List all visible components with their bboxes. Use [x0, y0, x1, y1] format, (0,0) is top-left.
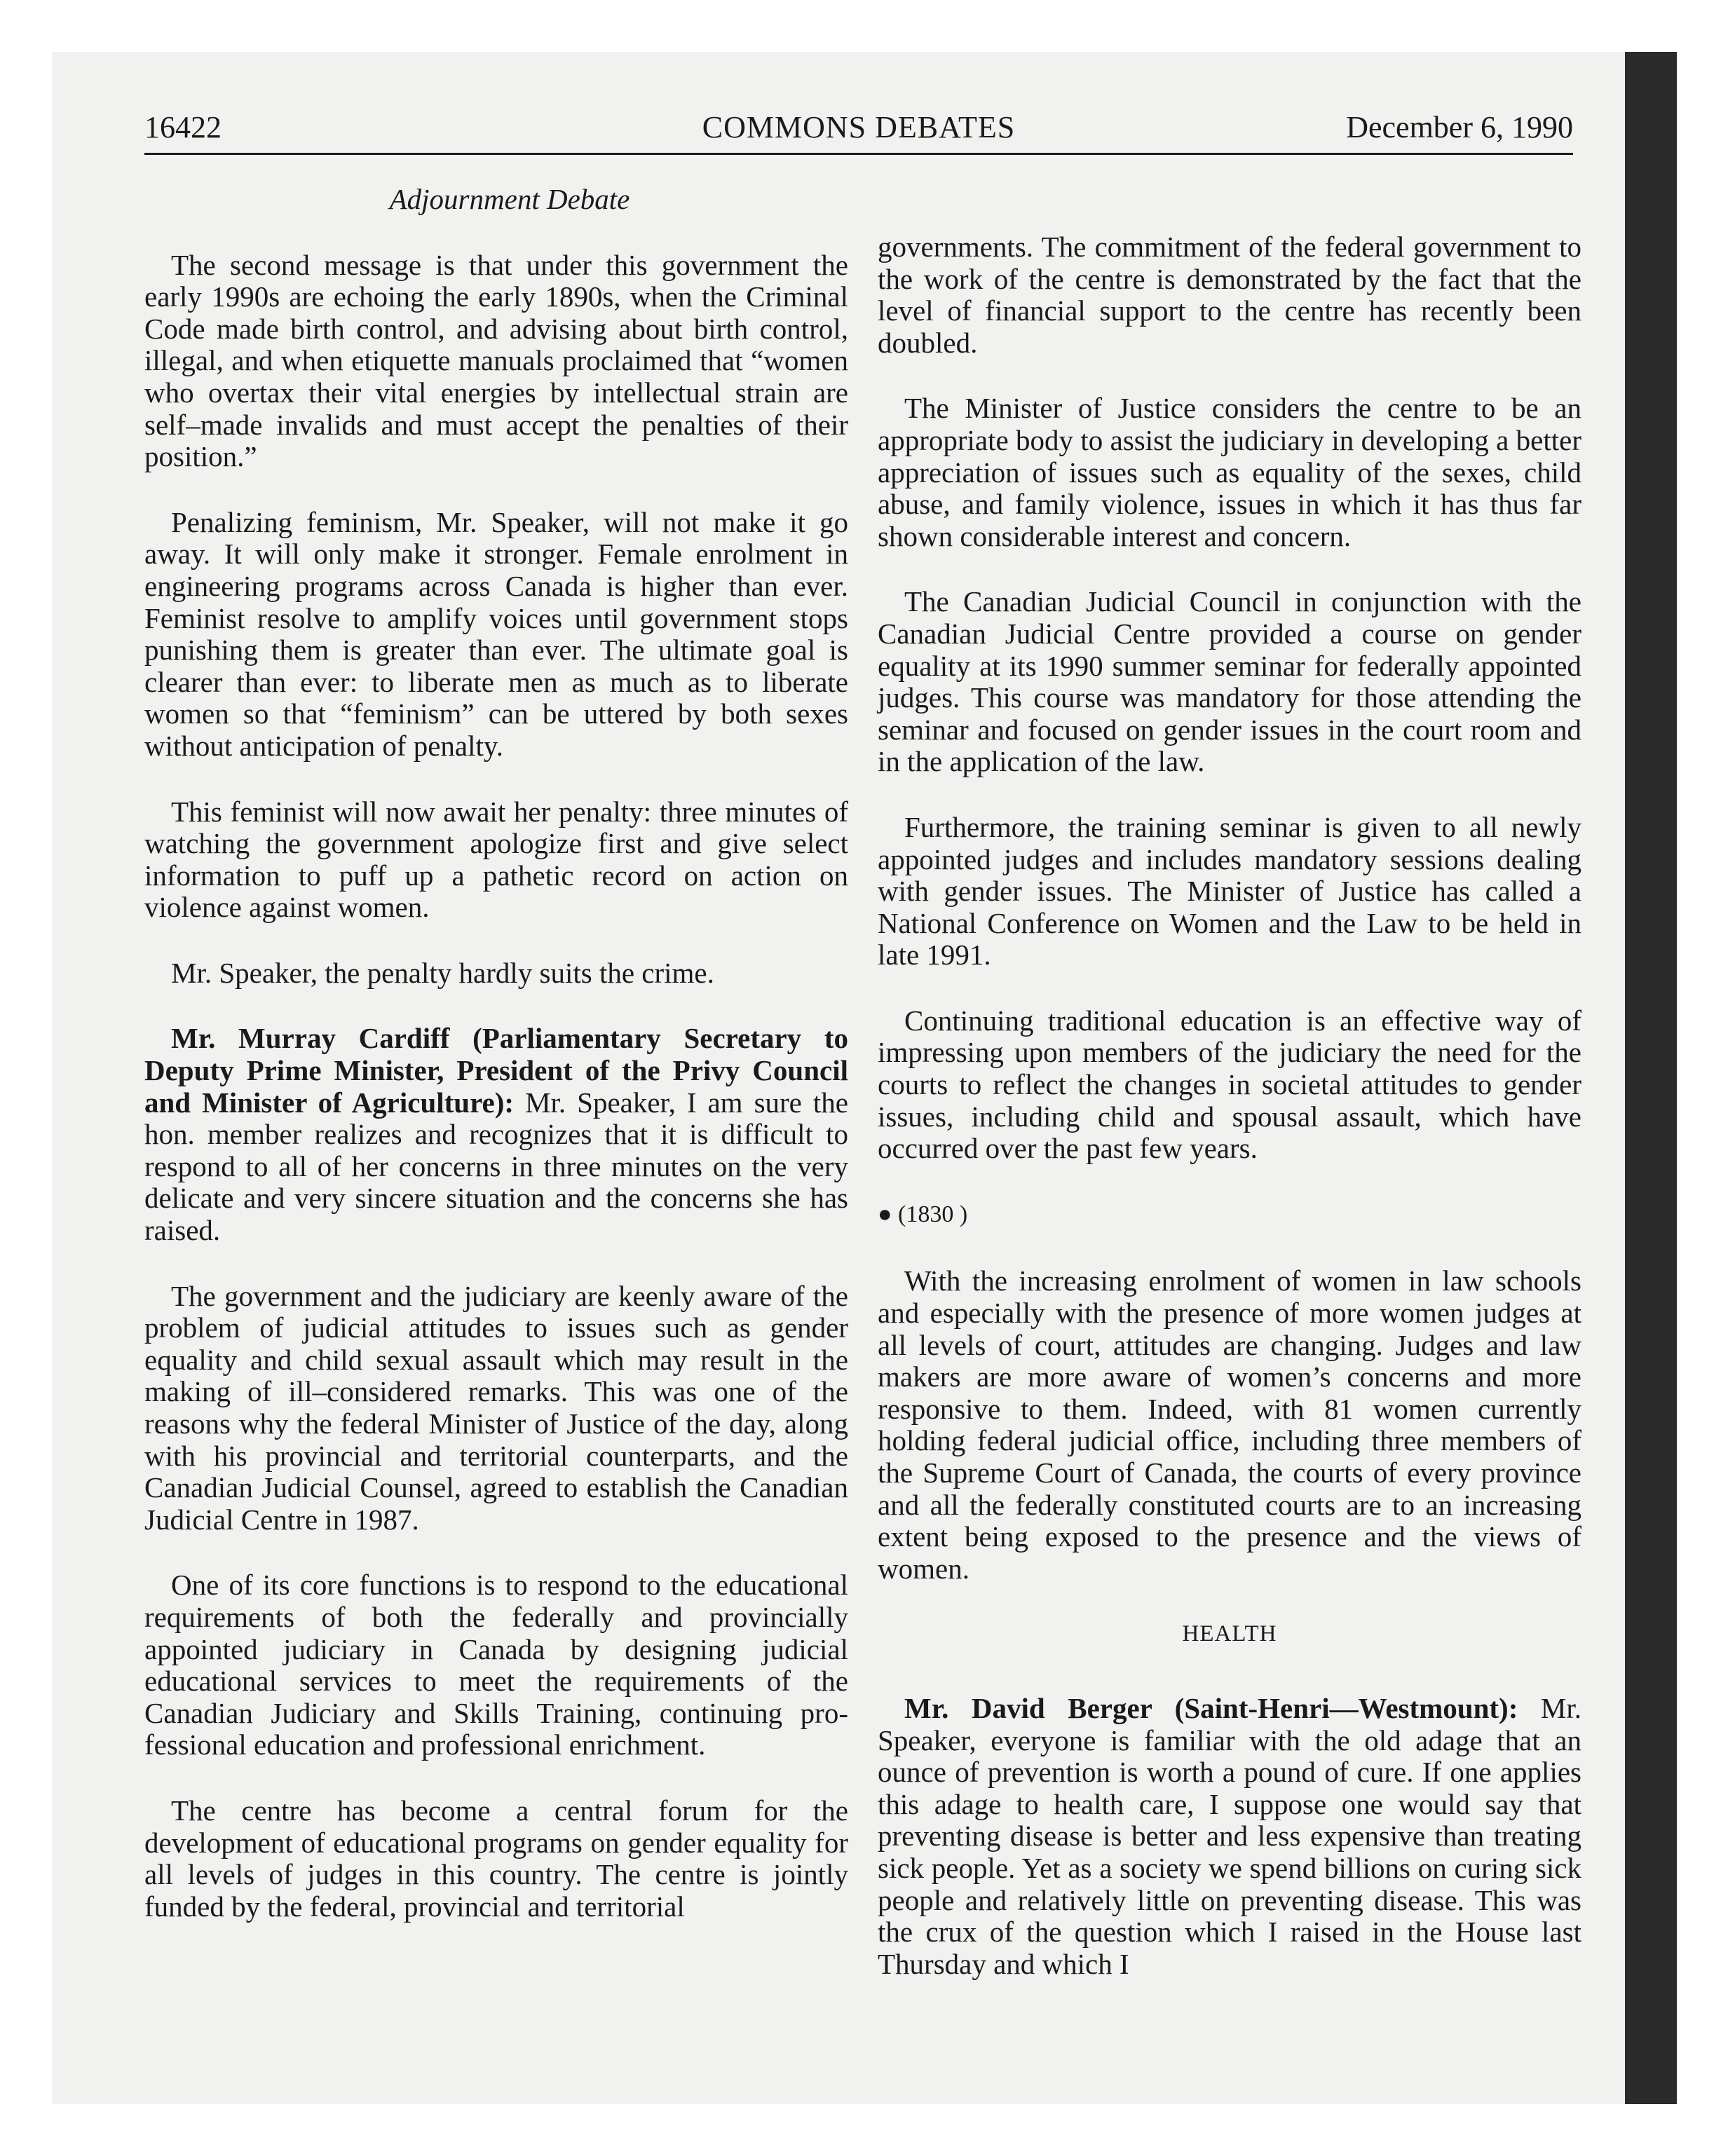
speech-paragraph [144, 1023, 848, 1246]
bullet-icon: ● [878, 1201, 892, 1227]
speech-text: Mr. Speaker, I am sure the hon. member realizes and recognizes that it is difficult to respond to all of her concerns in three minutes on the very delicate and very sincere situation and the concerns she has raised. [144, 1086, 848, 1247]
binding-edge-shadow [1625, 52, 1677, 2104]
running-head: Adjournment Debate [389, 183, 630, 215]
paragraph: One of its core functions is to respond to the educational requirements of both the federally and provincially appointed judiciary in Canada by designing judicial educational services to meet the requirements of the Canadian Judiciary and Skills Training, continuing professional education and professional enrichment. [144, 1569, 848, 1761]
paragraph: The second message is that under this government the early 1990s are echoing the early 1890s, when the Criminal Code made birth control, and advising about birth control, illegal, and when etiquette manuals proclaimed that “women who overtax their vital energies by intellectual strain are self–made invalids and must accept the penalties of their position.” [144, 248, 848, 473]
paragraph: The centre has become a central forum for the development of educational programs on gender equality for all levels of judges in this country. The centre is jointly funded by the federal, provincial and territorial [144, 1794, 848, 1923]
paragraph: governments. The commitment of the federal government to the work of the centre is demonstrated by the fact that the level of financial support to the centre has recently been doubled. [878, 231, 1581, 359]
speech-text: Mr. Speaker, everyone is familiar with the old adage that an ounce of prevention is worth a pound of cure. If one applies this adage to health care, I suppose one would say that preventing disease is better and less expensive than treating sick people. Yet as a society we spend billions on curing sick people and relatively little on preventing disease. This was the crux of the question which I raised in the House last Thursday and which I [878, 1691, 1581, 1980]
publication-title: COMMONS DEBATES [702, 110, 1016, 144]
paragraph: The government and the judiciary are keenly aware of the problem of judicial attitudes to issues such as gender equality and child sexual assault which may result in the making of ill–considered remarks. This was one of the reasons why the federal Minister of Justice of the day, along with his provincial and territorial counterparts, and the Canadian Judicial Counsel, agreed to establish the Canadian Judicial Centre in 1987. [144, 1279, 848, 1536]
paragraph: Mr. Speaker, the penalty hardly suits the crime. [171, 956, 714, 989]
paragraph: This feminist will now await her penalty: three minutes of watching the government apologize first and give select information to puff up a pathetic record on action on violence against women. [144, 795, 848, 924]
right-column [878, 231, 1581, 2014]
section-heading: HEALTH [1182, 1621, 1277, 1647]
time-marker [878, 1199, 1581, 1231]
paragraph: Penalizing feminism, Mr. Speaker, will not make it go away. It will only make it stronger. Female enrolment in engineering programs across Canada is higher than ever. Feminist resolve to amplify voices until government stops punishing them is greater than ever. The ultimate goal is clearer than ever: to liberate men as much as to liberate women so that “feminism” can be uttered by both sexes without anticipation of penalty. [144, 505, 848, 762]
paragraph: The Canadian Judicial Council in conjunction with the Canadian Judicial Centre provided a course on gender equality at its 1990 summer seminar for federally appointed judges. This course was mandatory for those attending the seminar and focused on gender issues in the court room and in the application of the law. [878, 585, 1581, 778]
speaker-name: Mr. Murray Cardiff (Parliamentary Secretary to Deputy Prime Minister, President of the Privy Council and Minister of Agriculture): [144, 1022, 848, 1119]
speech-paragraph [878, 1693, 1581, 1980]
paragraph: With the increasing enrolment of women in law schools and especially with the presence of more women judges at all levels of court, attitudes are changing. Judges and law makers are more aware of women’s concerns and more responsive to them. Indeed, with 81 women currently holding federal judicial office, including three members of the Supreme Court of Canada, the courts of every province and all the federally constituted courts are to an increasing extent being exposed to the presence and the views of women. [878, 1264, 1581, 1585]
paragraph: Furthermore, the training seminar is given to all newly appointed judges and includes mandatory sessions dealing with gender issues. The Minister of Justice has called a National Conference on Women and the Law to be held in late 1991. [878, 810, 1581, 971]
header-rule [144, 153, 1573, 155]
paragraph: Continuing traditional education is an effective way of impressing upon members of the judiciary the need for the courts to reflect the changes in societal attitudes to gender issues, including child and spousal assault, which have occurred over the past few years. [878, 1004, 1581, 1165]
page-number: 16422 [144, 110, 222, 144]
time-marker-text: (1830 ) [898, 1201, 968, 1227]
publication-date: December 6, 1990 [1346, 110, 1573, 144]
page-header [144, 109, 1573, 151]
speaker-name: Mr. David Berger (Saint-Henri—Westmount): [904, 1691, 1518, 1724]
left-column [144, 184, 848, 1956]
paragraph: The Minister of Justice considers the centre to be an appropriate body to assist the judiciary in developing a better appreciation of issues such as equality of the sexes, child abuse, and family violence, issues in which it has thus far shown considerable interest and concern. [878, 392, 1581, 552]
